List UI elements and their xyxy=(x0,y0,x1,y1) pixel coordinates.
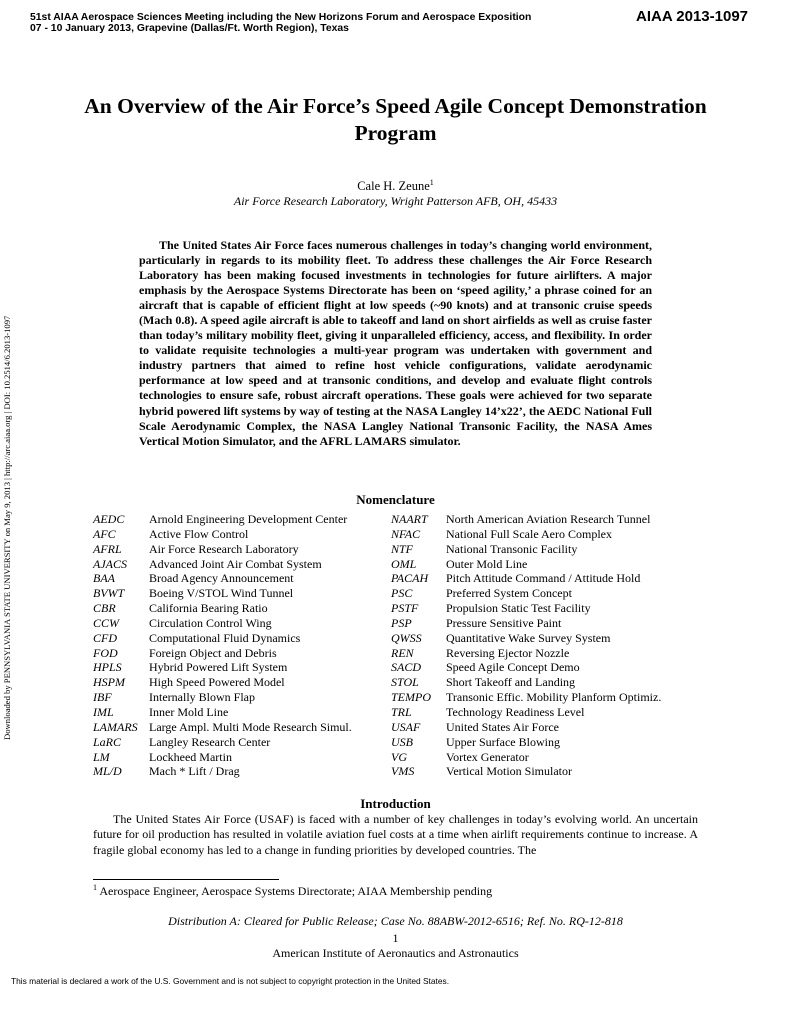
nomenclature-abbreviation: IML xyxy=(93,704,114,719)
introduction-text: The United States Air Force (USAF) is faced with a number of key challenges in today’s evolving world. An uncertain future for oil production has resulted in volatile aviation fuel costs at a time when airlift requirements continue to increase. A fragile global economy has led to a change in funding priorities by developed countries. The xyxy=(93,812,698,857)
nomenclature-row xyxy=(391,586,721,601)
nomenclature-definition: Foreign Object and Debris xyxy=(149,645,277,660)
nomenclature-abbreviation: STOL xyxy=(391,675,419,690)
nomenclature-definition: High Speed Powered Model xyxy=(149,675,285,690)
nomenclature-abbreviation: PSC xyxy=(391,586,413,601)
nomenclature-row xyxy=(93,601,393,616)
nomenclature-definition: Preferred System Concept xyxy=(446,586,572,601)
nomenclature-row xyxy=(93,571,393,586)
nomenclature-row xyxy=(391,527,721,542)
nomenclature-definition: Circulation Control Wing xyxy=(149,615,272,630)
download-sidebar-text: Downloaded by PENNSYLVANIA STATE UNIVERSITY on May 9, 2013 | http://arc.aiaa.org | DOI: 10.2514/6.2013-1097 xyxy=(2,315,12,740)
footnote-mark: 1 xyxy=(93,883,97,892)
nomenclature-abbreviation: TEMPO xyxy=(391,690,431,705)
nomenclature-definition: Upper Surface Blowing xyxy=(446,734,560,749)
nomenclature-row xyxy=(93,631,393,646)
nomenclature-definition: Technology Readiness Level xyxy=(446,704,585,719)
nomenclature-abbreviation: NTF xyxy=(391,541,414,556)
nomenclature-definition: United States Air Force xyxy=(446,719,559,734)
footnote-divider xyxy=(93,879,279,880)
nomenclature-definition: Hybrid Powered Lift System xyxy=(149,660,288,675)
nomenclature-definition: Mach * Lift / Drag xyxy=(149,764,240,779)
nomenclature-abbreviation: PSTF xyxy=(391,601,419,616)
nomenclature-abbreviation: IBF xyxy=(93,690,112,705)
nomenclature-heading: Nomenclature xyxy=(356,492,435,507)
paper-id: AIAA 2013-1097 xyxy=(636,8,749,25)
nomenclature-definition: Boeing V/STOL Wind Tunnel xyxy=(149,586,294,601)
nomenclature-definition: Air Force Research Laboratory xyxy=(149,541,299,556)
conference-dates: 07 - 10 January 2013, Grapevine (Dallas/Ft. Worth Region), Texas xyxy=(30,23,349,34)
nomenclature-abbreviation: LM xyxy=(93,749,110,764)
nomenclature-abbreviation: BVWT xyxy=(93,586,125,601)
nomenclature-definition: Internally Blown Flap xyxy=(149,690,255,705)
author-affiliation: Air Force Research Laboratory, Wright Patterson AFB, OH, 45433 xyxy=(233,194,558,208)
nomenclature-right-column xyxy=(391,512,721,779)
nomenclature-row xyxy=(391,616,721,631)
nomenclature-definition: Vortex Generator xyxy=(446,749,529,764)
nomenclature-abbreviation: FOD xyxy=(93,645,118,660)
nomenclature-row xyxy=(93,690,393,705)
nomenclature-definition: Inner Mold Line xyxy=(149,704,229,719)
author-footnote-mark: 1 xyxy=(429,178,434,187)
nomenclature-abbreviation: QWSS xyxy=(391,630,422,645)
nomenclature-abbreviation: HPLS xyxy=(93,660,122,675)
nomenclature-row xyxy=(391,601,721,616)
nomenclature-definition: Outer Mold Line xyxy=(446,556,528,571)
nomenclature-abbreviation: CFD xyxy=(93,630,117,645)
nomenclature-definition: Pressure Sensitive Paint xyxy=(446,615,562,630)
nomenclature-definition: Lockheed Martin xyxy=(149,749,232,764)
nomenclature-abbreviation: NFAC xyxy=(391,526,421,541)
nomenclature-row xyxy=(391,690,721,705)
nomenclature-row xyxy=(93,616,393,631)
nomenclature-abbreviation: CBR xyxy=(93,601,116,616)
nomenclature-definition: Pitch Attitude Command / Attitude Hold xyxy=(446,571,641,586)
distribution-statement: Distribution A: Cleared for Public Release; Case No. 88ABW-2012-6516; Ref. No. RQ-12-818 xyxy=(168,914,623,928)
author-name: Cale H. Zeune xyxy=(357,179,430,194)
nomenclature-definition: Propulsion Static Test Facility xyxy=(446,601,591,616)
nomenclature-definition: Vertical Motion Simulator xyxy=(446,764,572,779)
nomenclature-row xyxy=(391,571,721,586)
nomenclature-definition: Transonic Effic. Mobility Planform Optimiz. xyxy=(446,690,662,705)
nomenclature-abbreviation: HSPM xyxy=(93,675,125,690)
nomenclature-abbreviation: REN xyxy=(391,645,414,660)
nomenclature-row xyxy=(93,750,393,765)
nomenclature-abbreviation: AFRL xyxy=(93,541,122,556)
nomenclature-row xyxy=(93,646,393,661)
nomenclature-row xyxy=(391,646,721,661)
nomenclature-definition: Computational Fluid Dynamics xyxy=(149,630,301,645)
nomenclature-definition: Short Takeoff and Landing xyxy=(446,675,576,690)
nomenclature-row xyxy=(93,527,393,542)
nomenclature-row xyxy=(391,764,721,779)
nomenclature-abbreviation: OML xyxy=(391,556,417,571)
nomenclature-row xyxy=(391,720,721,735)
nomenclature-row xyxy=(391,705,721,720)
nomenclature-row xyxy=(93,705,393,720)
nomenclature-abbreviation: AFC xyxy=(93,526,116,541)
nomenclature-row xyxy=(391,660,721,675)
nomenclature-row xyxy=(391,631,721,646)
nomenclature-row xyxy=(391,735,721,750)
nomenclature-definition: Reversing Ejector Nozzle xyxy=(446,645,570,660)
nomenclature-definition: Large Ampl. Multi Mode Research Simul. xyxy=(149,719,352,734)
nomenclature-abbreviation: NAART xyxy=(391,512,428,526)
nomenclature-abbreviation: LAMARS xyxy=(93,719,138,734)
paper-title: An Overview of the Air Force’s Speed Agile Concept Demonstration Program xyxy=(84,94,707,145)
nomenclature-row xyxy=(93,660,393,675)
nomenclature-abbreviation: USAF xyxy=(391,719,421,734)
nomenclature-definition: California Bearing Ratio xyxy=(149,601,268,616)
footnote-text: Aerospace Engineer, Aerospace Systems Directorate; AIAA Membership pending xyxy=(97,884,493,898)
nomenclature-abbreviation: VMS xyxy=(391,764,415,779)
nomenclature-abbreviation: PSP xyxy=(391,615,412,630)
nomenclature-row xyxy=(93,764,393,779)
copyright-notice: This material is declared a work of the U.S. Government and is not subject to copyright protection in the United States. xyxy=(11,976,450,986)
nomenclature-abbreviation: LaRC xyxy=(93,734,122,749)
nomenclature-abbreviation: CCW xyxy=(93,615,120,630)
nomenclature-row xyxy=(93,557,393,572)
nomenclature-abbreviation: USB xyxy=(391,734,413,749)
nomenclature-abbreviation: AJACS xyxy=(93,556,127,571)
nomenclature-definition: Active Flow Control xyxy=(149,526,249,541)
nomenclature-row xyxy=(93,512,393,527)
introduction-heading: Introduction xyxy=(360,796,431,811)
nomenclature-definition: Speed Agile Concept Demo xyxy=(446,660,580,675)
nomenclature-row xyxy=(93,542,393,557)
publisher: American Institute of Aeronautics and Astronautics xyxy=(272,946,519,960)
page-number: 1 xyxy=(392,931,399,945)
nomenclature-definition: Advanced Joint Air Combat System xyxy=(149,556,322,571)
nomenclature-definition: National Full Scale Aero Complex xyxy=(446,526,612,541)
nomenclature-abbreviation: TRL xyxy=(391,704,412,719)
nomenclature-definition: National Transonic Facility xyxy=(446,541,578,556)
nomenclature-row xyxy=(93,735,393,750)
nomenclature-abbreviation: SACD xyxy=(391,660,421,675)
nomenclature-row xyxy=(93,720,393,735)
nomenclature-definition: Quantitative Wake Survey System xyxy=(446,630,611,645)
nomenclature-row xyxy=(391,557,721,572)
author-line xyxy=(0,178,791,194)
nomenclature-row xyxy=(93,675,393,690)
nomenclature-row xyxy=(391,750,721,765)
nomenclature-row xyxy=(391,675,721,690)
nomenclature-row xyxy=(93,586,393,601)
nomenclature-row xyxy=(391,542,721,557)
nomenclature-abbreviation: ML/D xyxy=(93,764,122,779)
nomenclature-definition: Langley Research Center xyxy=(149,734,271,749)
nomenclature-definition: Arnold Engineering Development Center xyxy=(149,512,348,526)
nomenclature-row xyxy=(391,512,721,527)
nomenclature-abbreviation: VG xyxy=(391,749,407,764)
footnote xyxy=(93,883,492,899)
nomenclature-left-column xyxy=(93,512,393,779)
nomenclature-abbreviation: AEDC xyxy=(93,512,125,526)
conference-name: 51st AIAA Aerospace Sciences Meeting including the New Horizons Forum and Aerospace Exposition xyxy=(30,12,532,23)
nomenclature-definition: Broad Agency Announcement xyxy=(149,571,294,586)
abstract: The United States Air Force faces numerous challenges in today’s changing world environment, particularly in regards to its mobility fleet. To address these challenges the Air Force Research Laboratory has been making focused investments in technologies for future airlifters. A major emphasis by the Aerospace Systems Directorate has been on ‘speed agility,’ a phrase coined for an aircraft that is capable of efficient flight at low speeds (~90 knots) and at transonic cruise speeds (Mach 0.8). A speed agile aircraft is able to takeoff and land on short airfields as well as cruise faster than today’s military mobility fleet, giving it unparalleled efficiency, access, and flexibility. In order to validate requisite technologies a multi-year program was undertaken with government and industry partners that aimed to refine host vehicle configurations, validate aerodynamic performance at low speed and at transonic conditions, and develop and evaluate flight controls technologies to ensure safe, robust aircraft operations. These goals were achieved for two separate hybrid powered lift systems by way of testing at the NASA Langley 14’x22’, the AEDC National Full Scale Aerodynamic Complex, the NASA Langley National Transonic Facility, the NASA Ames Vertical Motion Simulator, and the AFRL LAMARS simulator. xyxy=(139,238,652,448)
nomenclature-abbreviation: PACAH xyxy=(391,571,429,586)
nomenclature-abbreviation: BAA xyxy=(93,571,115,586)
nomenclature-definition: North American Aviation Research Tunnel xyxy=(446,512,651,526)
